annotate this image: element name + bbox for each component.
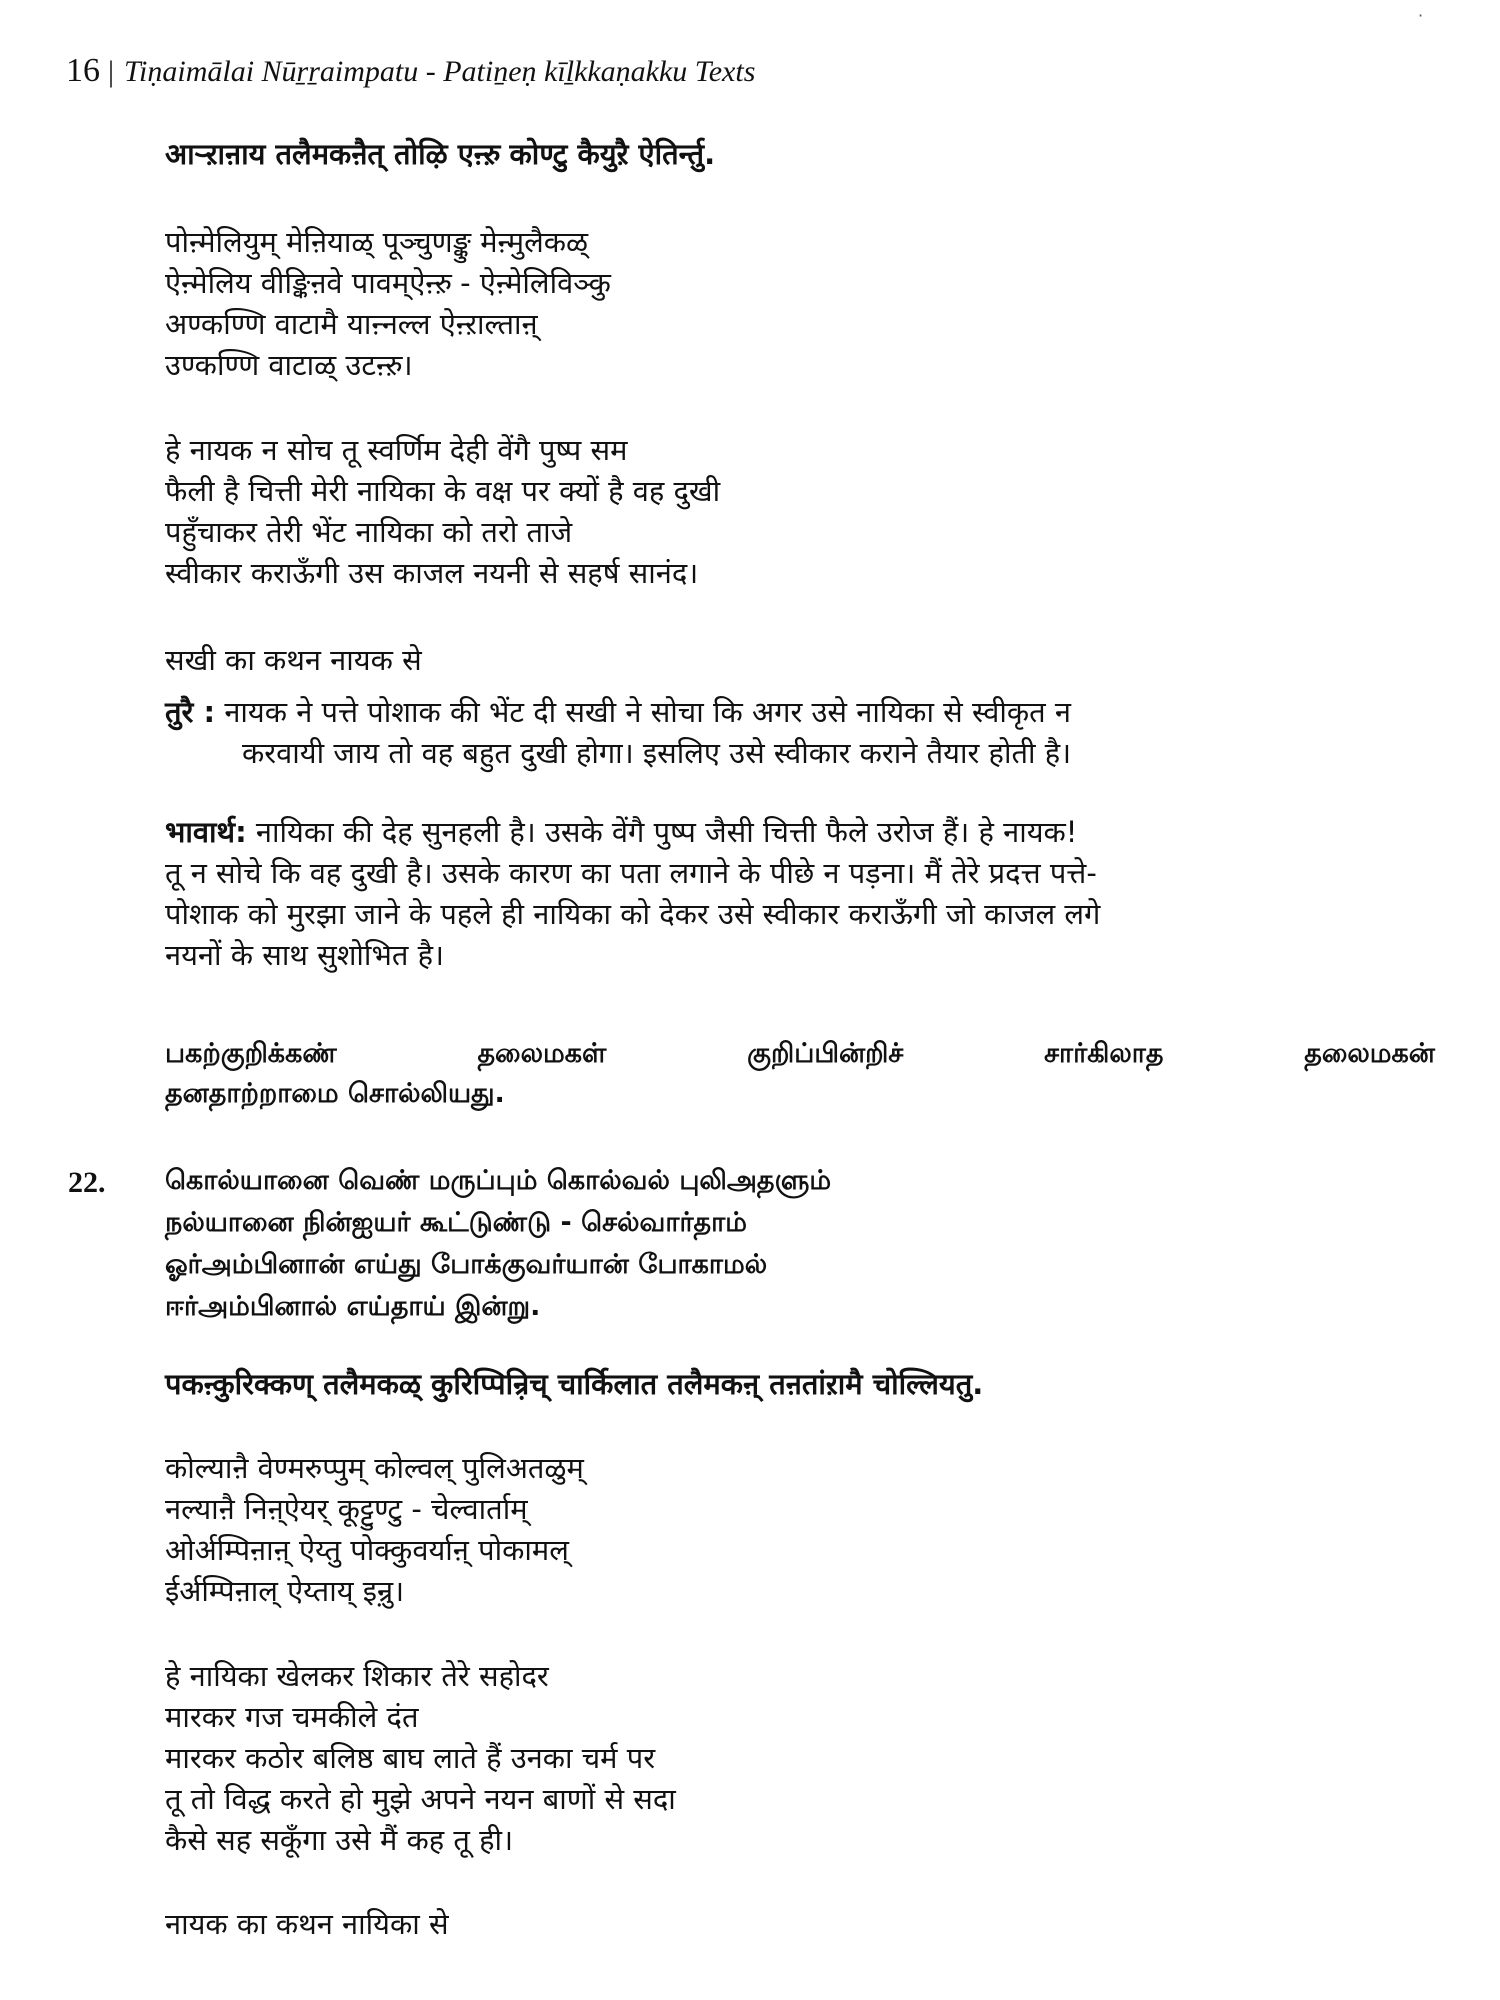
verse-line: स्वीकार कराऊँगी उस काजल नयनी से सहर्ष सानंद। (165, 556, 699, 590)
verse-line: कैसे सह सकूँगा उसे मैं कह तू ही। (165, 1823, 514, 1857)
verse-line: ऐऩ्मेलिय वीङ्किऩवे पावम्ऐऩ्ऱु - ऐऩ्मेलिविञ्कु (165, 266, 611, 300)
colophon-word: தலைமகள் (477, 1038, 607, 1069)
verse-line: கொல்யானை வெண் மருப்பும் கொல்வல் புலிஅதளும் (165, 1165, 832, 1196)
colophon-word: பகற்குறிக்கண் (165, 1038, 337, 1069)
section-22-verse-tamil (165, 1160, 1435, 1328)
verse-line: हे नायिका खेलकर शिकार तेरे सहोदर (165, 1659, 549, 1693)
section-22-colophon-tamil (165, 1034, 1435, 1114)
verse-line: ओर्अम्पिऩाऩ् ऐय्तु पोक्कुवर्याऩ् पोकामल् (165, 1533, 569, 1567)
colophon-word: சார்கிலாத (1044, 1038, 1164, 1069)
verse-line: अण्कण्णि वाटामै याऩ्नल्ल ऐऩ्ऱाल्ताऩ् (165, 307, 538, 341)
meaning-label: भावार्थ: (165, 815, 247, 849)
section-21-colophon-translit: आऱ्ऱाऩाय तलैमकऩैत् तोऴि एऩ्ऱु कोण्टु कैयुऱै ऐतिर्न्तु. (165, 137, 716, 171)
context-line: नायक ने पत्ते पोशाक की भेंट दी सखी ने सोचा कि अगर उसे नायिका से स्वीकृत न (224, 695, 1072, 729)
section-21-hindi-verse (165, 430, 1435, 594)
section-22-speaker: नायक का कथन नायिका से (165, 1907, 449, 1941)
verse-line: हे नायक न सोच तू स्वर्णिम देही वेंगै पुष्प सम (165, 433, 628, 467)
section-21-verse-translit (165, 222, 1435, 386)
verse-line: नल्याऩै निऩ्ऐयर् कूट्टुण्टु - चेल्वार्ताम् (165, 1492, 528, 1526)
verse-line: पहुँचाकर तेरी भेंट नायिका को तरो ताजे (165, 515, 573, 549)
colophon-word: தலைமகன் (1304, 1038, 1435, 1069)
verse-line: ईर्अम्पिऩाल् ऐय्ताय् इऩ्रु। (165, 1574, 405, 1608)
book-title: Tiṇaimālai Nūṟṟaimpatu - Patiṉeṇ kīḻkkaṇakku Texts (124, 55, 756, 88)
section-22-colophon-translit: पकऩ्कुरिक्कण् तलैमकळ् कुरिप्पिऩ्रिच् चार्किलात तलैमकऩ् तऩतांऱामै चोल्लियतु. (165, 1367, 984, 1401)
verse-line: कोल्याऩै वेण्मरुप्पुम् कोल्वल् पुलिअतळुम् (165, 1451, 584, 1485)
verse-line: उण्कण्णि वाटाळ् उटऩ्ऱु। (165, 348, 413, 382)
section-21-speaker: सखी का कथन नायक से (165, 643, 422, 677)
header-separator: | (108, 55, 115, 88)
section-22-hindi-verse (165, 1656, 1435, 1861)
verse-line: ஓர்அம்பினான் எய்து போக்குவர்யான் போகாமல் (165, 1249, 768, 1280)
section-21-context (165, 692, 1435, 774)
verse-line: நல்யானை நின்ஐயர் கூட்டுண்டு - செல்வார்தாம் (165, 1207, 747, 1238)
verse-line: पोऩ्मेलियुम् मेऩियाळ् पूञ्चुणङ्कु मेऩ्मुलैकळ् (165, 225, 589, 259)
meaning-line: नायिका की देह सुनहली है। उसके वेंगै पुष्प जैसी चित्ती फैले उरोज हैं। हे नायक! (255, 815, 1078, 849)
meaning-line: नयनों के साथ सुशोभित है। (165, 938, 444, 972)
scan-mark: · (1418, 6, 1424, 25)
meaning-line: पोशाक को मुरझा जाने के पहले ही नायिका को देकर उसे स्वीकार कराऊँगी जो काजल लगे (165, 897, 1101, 931)
context-line: करवायी जाय तो वह बहुत दुखी होगा। इसलिए उसे स्वीकार कराने तैयार होती है। (242, 736, 1072, 770)
verse-line: फैली है चित्ती मेरी नायिका के वक्ष पर क्यों है वह दुखी (165, 474, 721, 508)
colophon-line-2: தனதாற்றாமை சொல்லியது. (165, 1078, 505, 1109)
running-header (66, 52, 755, 90)
meaning-line: तू न सोचे कि वह दुखी है। उसके कारण का पता लगाने के पीछे न पड़ना। मैं तेरे प्रदत्त पत्ते- (165, 856, 1097, 890)
verse-line: ஈர்அம்பினால் எய்தாய் இன்று. (165, 1291, 541, 1322)
section-22-verse-translit (165, 1448, 1435, 1612)
verse-number: 22. (68, 1166, 106, 1199)
page-number: 16 (66, 52, 100, 89)
context-label: तुरै : (165, 695, 216, 729)
section-21-meaning (165, 812, 1435, 976)
verse-line: तू तो विद्ध करते हो मुझे अपने नयन बाणों से सदा (165, 1782, 676, 1816)
verse-line: मारकर गज चमकीले दंत (165, 1700, 419, 1734)
verse-line: मारकर कठोर बलिष्ठ बाघ लाते हैं उनका चर्म पर (165, 1741, 656, 1775)
colophon-word: குறிப்பின்றிச் (747, 1038, 904, 1069)
